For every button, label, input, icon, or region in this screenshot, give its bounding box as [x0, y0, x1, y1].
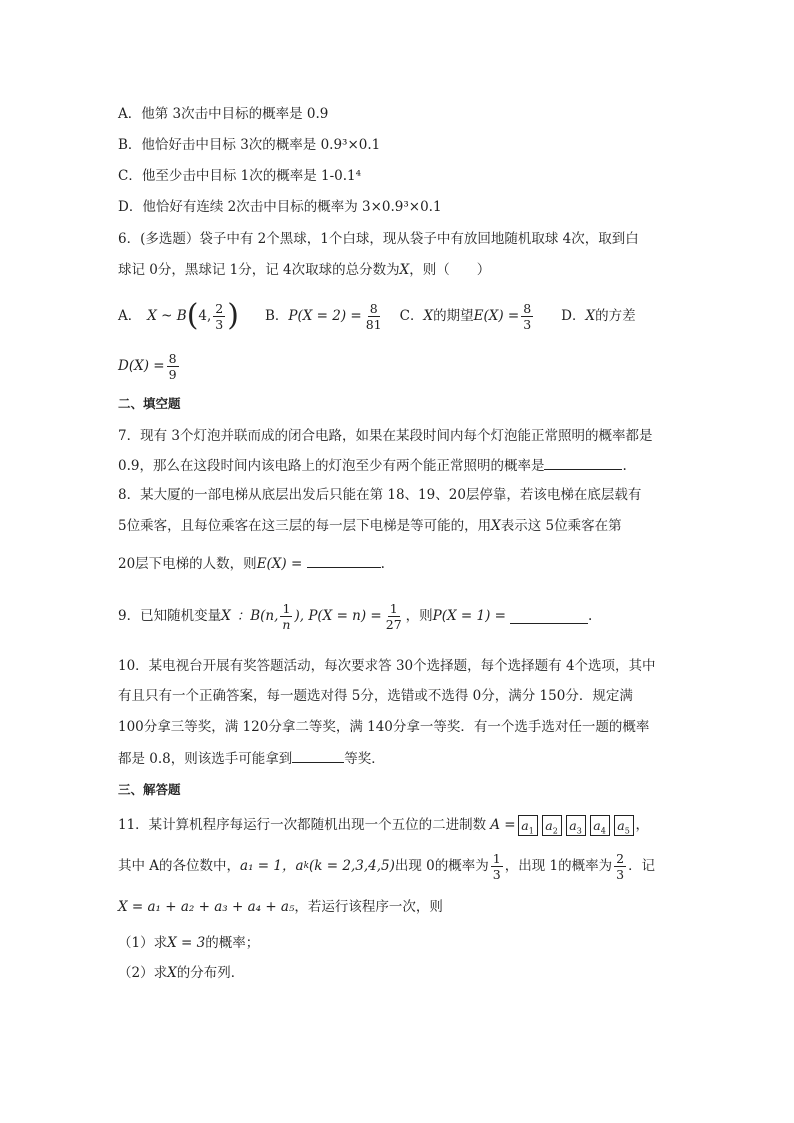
q5-option-d: D．他恰好有连续 2次击中目标的概率为 3×0.9³×0.1 — [118, 199, 442, 215]
q8-expectation-expr: E(X) = — [256, 556, 303, 572]
numerator: 8 — [168, 350, 177, 366]
q11-one-prob-text: ，出现 1的概率为 — [504, 858, 613, 874]
q5-option-a: A．他第 3次击中目标的概率是 0.9 — [118, 106, 329, 122]
q8-end: . — [380, 556, 385, 572]
q10-line1: 10．某电视台开展有奖答题活动，每次要求答 30个选择题，每个选择题有 4个选项，其中 — [118, 658, 656, 674]
digit-box-3 — [566, 815, 586, 836]
digit-box-1 — [518, 815, 538, 836]
q6-stem-text: 球记 0分，黑球记 1分，记 4次取球的总分数为 — [118, 262, 400, 278]
q10-answer-blank[interactable] — [292, 748, 344, 763]
q7-answer-blank[interactable] — [544, 455, 622, 470]
q11-line1-text: 11．某计算机程序每运行一次都随机出现一个五位的二进制数 — [118, 817, 487, 833]
q6-option-d-label: D． — [561, 308, 586, 324]
q8-line1: 8．某大厦的一部电梯从底层出发后只能在第 18、19、20层停靠，若该电梯在底层载有 — [118, 487, 642, 503]
numerator: 1 — [389, 600, 398, 616]
denominator: 3 — [523, 316, 532, 332]
q6-option-b-expr: P(X = 2) = — [288, 308, 362, 324]
denominator: 27 — [385, 616, 402, 632]
q6-option-b-label: B． — [264, 308, 289, 324]
q5-option-b: B．他恰好击中目标 3次的概率是 0.9³×0.1 — [118, 137, 381, 153]
q11-line3 — [118, 897, 443, 917]
q6-option-a-n: 4, — [198, 308, 212, 324]
q9-then: ，则 — [405, 608, 433, 624]
q11-part1-prefix: （1）求 — [118, 935, 168, 951]
denominator: 3 — [492, 866, 501, 882]
q11-a1-eq: a₁ = 1， — [240, 858, 296, 874]
q11-part1-text: 的概率； — [205, 935, 260, 951]
q11-comma: ， — [635, 817, 650, 833]
q6-option-d-text: 的方差 — [595, 308, 636, 324]
q11-part2-text: 的分布列． — [176, 965, 245, 981]
q10-line4-end: 等奖． — [344, 751, 385, 767]
q8-line3-text: 20层下电梯的人数，则 — [118, 556, 257, 572]
denominator: n — [282, 616, 291, 632]
section-3-heading: 三、解答题 — [118, 782, 181, 797]
q11-fraction-1 — [491, 851, 503, 882]
left-paren: ( — [186, 298, 199, 333]
q6-option-d-row — [118, 348, 181, 384]
digit-box-4 — [590, 815, 610, 836]
q8-line2 — [118, 516, 622, 536]
denominator: 3 — [215, 316, 224, 332]
q11-sum-expr: X = a₁ + a₂ + a₃ + a₄ + a₅ — [118, 899, 295, 915]
section-2-heading: 二、填空题 — [118, 396, 181, 411]
q5-option-c: C．他至少击中目标 1次的概率是 1-0.1⁴ — [118, 168, 362, 184]
q11-part1-expr: X = 3 — [167, 935, 206, 951]
q10-line4-text: 都是 0.8，则该选手可能拿到 — [118, 751, 293, 767]
q7-end: . — [622, 458, 627, 474]
q6-var-x: X — [399, 262, 410, 278]
numerator: 1 — [492, 850, 501, 866]
digit-sub: 3 — [576, 826, 582, 835]
q7-line2 — [118, 455, 627, 476]
digit-var: a — [521, 817, 529, 833]
q6-option-d-var: X — [585, 308, 596, 324]
q8-var-x: X — [491, 518, 501, 534]
q11-line2-text: 其中 A的各位数中， — [118, 858, 241, 874]
q6-option-c-expr: E(X) = — [473, 308, 520, 324]
q11-part2-var: X — [167, 965, 177, 981]
digit-var: a — [569, 817, 577, 833]
q10-line3: 100分拿三等奖，满 120分拿二等奖，满 140分拿一等奖．有一个选手选对任一题的概率 — [118, 719, 650, 735]
digit-var: a — [617, 817, 625, 833]
q6-options-row — [118, 298, 636, 334]
q6-option-a-fraction — [213, 301, 225, 332]
numerator: 2 — [616, 850, 625, 866]
q6-option-c-text: 的期望 — [433, 308, 474, 324]
q6-option-d-expr: D(X) = — [118, 358, 165, 374]
q11-ak-var: a — [295, 858, 304, 874]
q6-option-c-label: C． — [399, 308, 424, 324]
q10-line4 — [118, 748, 385, 769]
digit-var: a — [593, 817, 601, 833]
q11-line2 — [118, 846, 655, 886]
q8-line2-end: 表示这 5位乘客在第 — [500, 518, 622, 534]
q9-binomial-expr: ：B(n, — [236, 608, 279, 624]
right-paren: ) — [227, 298, 239, 333]
q11-line3-text: ，若运行该程序一次，则 — [294, 899, 443, 915]
digit-var: a — [545, 817, 553, 833]
q6-option-a-expr: X ~ B — [147, 308, 187, 324]
q11-part2-prefix: （2）求 — [118, 965, 168, 981]
digit-sub: 2 — [552, 826, 558, 835]
q9-line — [118, 596, 592, 636]
numerator: 2 — [215, 300, 224, 316]
q9-target-expr: P(X = 1) = — [432, 608, 506, 624]
q9-answer-blank[interactable] — [510, 609, 588, 624]
q11-a-eq: A = — [490, 817, 516, 833]
q9-end: . — [587, 608, 593, 624]
digit-sub: 5 — [624, 826, 630, 835]
q11-line2-end: ．记 — [628, 858, 656, 874]
q11-part2 — [118, 963, 244, 983]
digit-box-2 — [542, 815, 562, 836]
q7-line2-text: 0.9，那么在这段时间内该电路上的灯泡至少有两个能正常照明的概率是 — [118, 458, 545, 474]
q11-ak-sub: k — [303, 861, 310, 871]
q9-var-x: X — [221, 608, 231, 624]
q8-line3 — [118, 553, 385, 574]
q6-stem-end: ，则（ ） — [409, 262, 491, 278]
q9-fraction-1 — [280, 601, 292, 632]
q11-zero-prob-text: 出现 0的概率为 — [394, 858, 489, 874]
q6-option-a-label: A． — [118, 308, 142, 324]
q11-fraction-2 — [614, 851, 626, 882]
denominator: 3 — [616, 866, 625, 882]
digit-sub: 4 — [600, 826, 606, 835]
q11-ak-cond: (k = 2,3,4,5) — [309, 858, 395, 874]
q8-line2-text: 5位乘客，且每位乘客在这三层的每一层下电梯是等可能的，用 — [118, 518, 492, 534]
q9-prob-expr: ), P(X = n) = — [294, 608, 382, 624]
digit-sub: 1 — [528, 826, 534, 835]
q9-prefix: 9．已知随机变量 — [118, 608, 222, 624]
q7-line1: 7．现有 3个灯泡并联而成的闭合电路，如果在某段时间内每个灯泡能正常照明的概率都是 — [118, 428, 653, 444]
q6-option-c-fraction — [521, 301, 533, 332]
numerator: 8 — [369, 300, 378, 316]
q6-option-b-fraction — [364, 301, 384, 332]
digit-box-5 — [614, 815, 634, 836]
denominator: 81 — [365, 316, 382, 332]
q6-stem-line1: 6．(多选题）袋子中有 2个黑球，1个白球，现从袋子中有放回地随机取球 4次，取到白 — [118, 231, 639, 247]
q8-answer-blank[interactable] — [307, 553, 381, 568]
denominator: 9 — [168, 366, 177, 382]
q6-option-c-var: X — [423, 308, 434, 324]
q6-option-d-fraction — [167, 351, 179, 382]
numerator: 1 — [282, 600, 291, 616]
q11-part1 — [118, 933, 259, 953]
numerator: 8 — [523, 300, 532, 316]
q9-fraction-2 — [384, 601, 404, 632]
q6-stem-line2 — [118, 260, 490, 280]
q11-line1 — [118, 812, 649, 838]
q10-line2: 有且只有一个正确答案，每一题选对得 5分，选错或不选得 0分，满分 150分．规定满 — [118, 688, 633, 704]
